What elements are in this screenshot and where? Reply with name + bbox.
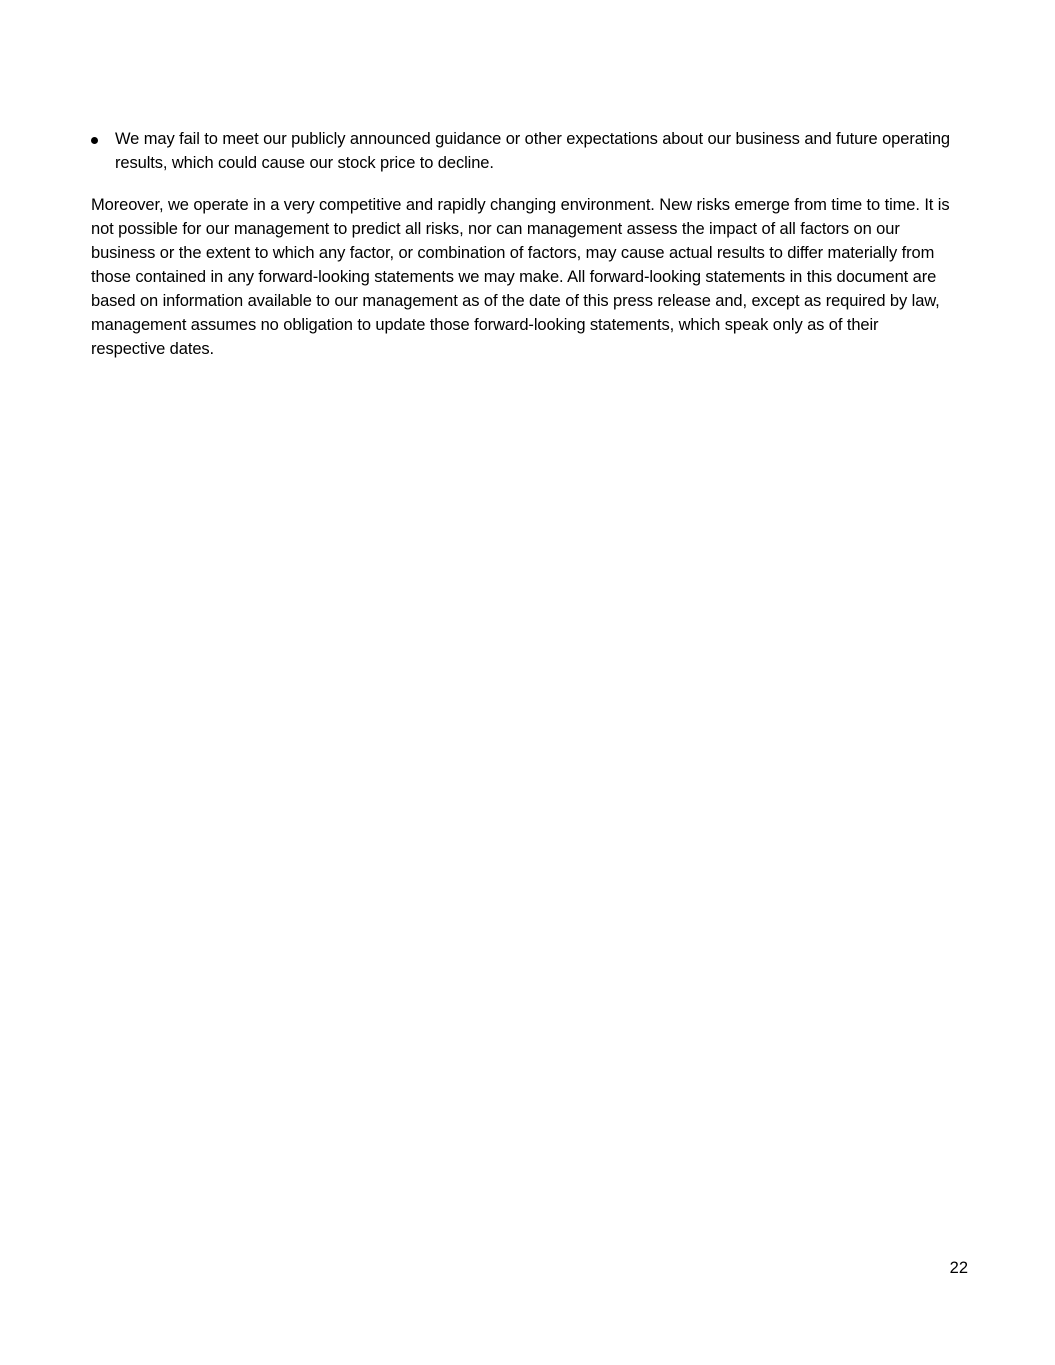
bullet-icon [91,137,98,144]
list-item [91,127,951,175]
page-content [91,127,951,361]
body-paragraph: Moreover, we operate in a very competitive and rapidly changing environment. New risks emerge from time to time. It is not possible for our management to predict all risks, nor can management assess the impact of all factors on our business or the extent to which any factor, or combination of factors, may cause actual results to differ materially from those contained in any forward-looking statements we may make. All forward-looking statements in this document are based on information available to our management as of the date of this press release and, except as required by law, management assumes no obligation to update those forward-looking statements, which speak only as of their respective dates. [91,196,950,358]
page-number: 22 [949,1259,968,1277]
bullet-text: We may fail to meet our publicly announced guidance or other expectations about our business and future operating results, which could cause our stock price to decline. [115,130,951,172]
risk-bullet-list [91,127,951,175]
